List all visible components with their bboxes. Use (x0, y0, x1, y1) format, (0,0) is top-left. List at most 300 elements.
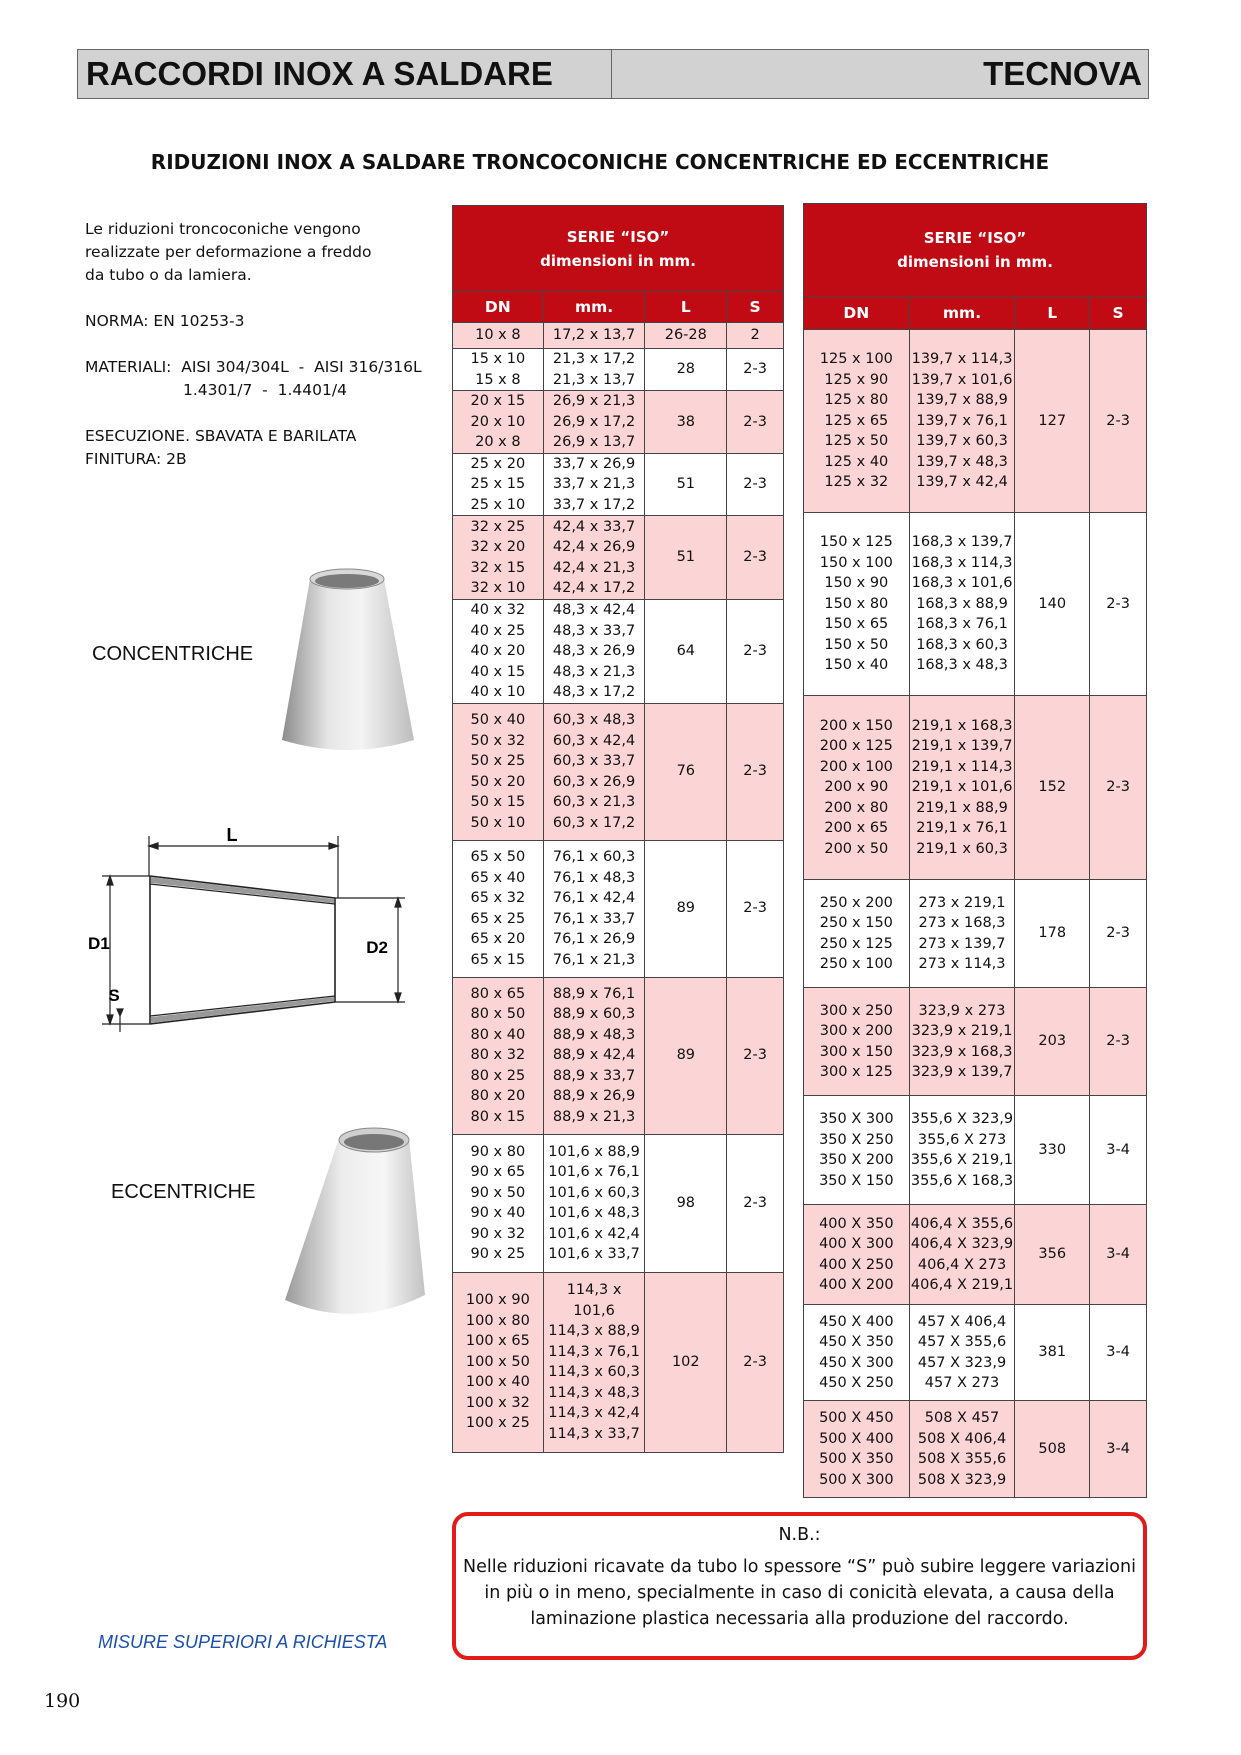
dn-cell-line: 150 x 40 (824, 657, 889, 674)
col-header-l: L (1015, 297, 1090, 330)
mm-cell-line: 114,3 x 101,6 (566, 1282, 622, 1319)
dn-cell-line: 100 x 40 (465, 1374, 530, 1391)
mm-cell-line: 76,1 x 26,9 (552, 931, 636, 947)
table-row (804, 1401, 1147, 1498)
mm-cell-line: 219,1 x 168,3 (911, 717, 1013, 734)
mm-cell-line: 508 X 406,4 (917, 1430, 1007, 1447)
s-cell: 2-3 (727, 840, 784, 977)
dn-cell-line: 65 x 15 (470, 951, 526, 968)
dn-cell-line: 100 x 25 (465, 1415, 530, 1432)
dn-cell (804, 696, 910, 880)
mm-cell-line: 76,1 x 48,3 (552, 869, 636, 886)
dn-cell-line: 80 x 15 (470, 1108, 526, 1125)
mm-cell-line: 88,9 x 60,3 (552, 1006, 636, 1023)
dn-cell-line: 350 X 150 (819, 1172, 894, 1189)
dn-cell-line: 25 x 10 (470, 496, 526, 513)
s-cell: 2-3 (1090, 513, 1147, 696)
mm-cell-line: 457 X 273 (924, 1375, 1000, 1391)
dn-cell-line: 50 x 32 (470, 732, 526, 749)
table-row (453, 1272, 784, 1452)
dn-cell (804, 988, 910, 1096)
mm-cell (543, 323, 645, 349)
mm-cell-line: 33,7 x 26,9 (552, 455, 636, 472)
iso-series-table-large (803, 203, 1147, 1498)
mm-cell-line: 139,7 x 48,3 (916, 453, 1008, 470)
l-cell: 98 (645, 1134, 727, 1272)
l-cell: 381 (1015, 1305, 1090, 1401)
col-header-dn: DN (453, 292, 544, 323)
mm-cell (909, 1305, 1015, 1401)
mm-cell-line: 323,9 x 273 (918, 1002, 1006, 1019)
mm-cell-line: 355,6 X 273 (917, 1131, 1007, 1148)
l-cell: 51 (645, 516, 727, 600)
mm-cell-line: 323,9 x 139,7 (911, 1064, 1013, 1080)
dn-cell (804, 880, 910, 988)
dn-cell-line: 90 x 25 (470, 1246, 526, 1262)
mm-cell (909, 880, 1015, 988)
col-header-dn: DN (804, 297, 910, 330)
mm-cell-line: 114,3 x 76,1 (548, 1343, 640, 1360)
dn-cell-line: 32 x 25 (470, 518, 526, 535)
mm-cell-line: 508 X 323,9 (917, 1471, 1007, 1488)
dn-cell-line: 90 x 65 (470, 1164, 526, 1180)
l-cell: 89 (645, 977, 727, 1134)
s-cell: 3-4 (1090, 1401, 1147, 1498)
dn-cell-line: 40 x 20 (470, 643, 526, 659)
mm-cell-line: 42,4 x 26,9 (552, 539, 636, 555)
dn-cell-line: 10 x 8 (475, 327, 521, 344)
table-row (453, 516, 784, 600)
table-row (804, 988, 1147, 1096)
mm-cell-line: 21,3 x 13,7 (552, 371, 636, 388)
dn-cell-line: 450 X 250 (819, 1375, 894, 1391)
footer-note: MISURE SUPERIORI A RICHIESTA (98, 1632, 388, 1652)
dn-cell-line: 90 x 40 (470, 1205, 526, 1221)
mm-cell-line: 101,6 x 88,9 (548, 1143, 640, 1160)
dn-cell-line: 150 x 80 (824, 595, 889, 612)
mm-cell-line: 406,4 X 273 (917, 1256, 1007, 1273)
dn-cell-line: 125 x 90 (824, 371, 889, 388)
mm-cell-line: 114,3 x 42,4 (548, 1405, 640, 1421)
mm-cell (909, 696, 1015, 880)
mm-cell-line: 33,7 x 21,3 (552, 476, 636, 492)
mm-cell (543, 840, 645, 977)
table-row (804, 1305, 1147, 1401)
col-header-s: S (1090, 297, 1147, 330)
dn-cell-line: 50 x 40 (470, 712, 526, 728)
dn-cell-line: 450 X 350 (819, 1334, 894, 1350)
dn-cell-line: 80 x 20 (470, 1088, 526, 1105)
dn-cell-line: 40 x 25 (470, 622, 526, 639)
mm-cell-line: 60,3 x 26,9 (552, 773, 636, 790)
mm-cell-line: 139,7 x 101,6 (911, 371, 1013, 388)
dn-cell-line: 100 x 90 (465, 1292, 530, 1309)
col-header-mm: mm. (909, 297, 1015, 330)
table-row (453, 1134, 784, 1272)
dn-cell-line: 300 x 125 (819, 1064, 893, 1080)
dn-cell-line: 65 x 20 (470, 931, 526, 947)
mm-cell-line: 168,3 x 114,3 (911, 554, 1013, 571)
table-title: SERIE “ISO” dimensioni in mm. (804, 204, 1147, 297)
dn-cell-line: 65 x 50 (470, 849, 526, 865)
dn-cell-line: 50 x 20 (470, 773, 526, 790)
reducer-diagram (80, 828, 420, 1038)
mm-cell-line: 60,3 x 42,4 (552, 732, 636, 749)
note-box (452, 1512, 1147, 1660)
mm-cell-line: 33,7 x 17,2 (552, 496, 636, 513)
dn-cell-line: 100 x 32 (465, 1394, 530, 1411)
catalog-section-title: RACCORDI INOX A SALDARE (78, 50, 612, 98)
mm-cell (543, 1134, 645, 1272)
dim-L: L (226, 828, 238, 845)
table-row (804, 330, 1147, 513)
mm-cell-line: 457 X 355,6 (917, 1334, 1007, 1350)
mm-cell-line: 457 X 323,9 (917, 1354, 1007, 1371)
dn-cell-line: 350 X 200 (819, 1152, 894, 1168)
mm-cell-line: 323,9 x 219,1 (911, 1023, 1013, 1039)
dn-cell-line: 100 x 80 (465, 1312, 530, 1329)
dn-cell-line: 25 x 15 (470, 476, 526, 492)
dn-cell-line: 100 x 65 (465, 1333, 530, 1350)
dn-cell-line: 500 X 400 (819, 1430, 894, 1447)
table-row (453, 391, 784, 454)
mm-cell-line: 88,9 x 76,1 (552, 985, 636, 1002)
col-header-mm: mm. (543, 292, 645, 323)
dn-cell-line: 65 x 25 (470, 910, 526, 927)
mm-cell-line: 88,9 x 48,3 (552, 1026, 636, 1043)
mm-cell-line: 323,9 x 168,3 (911, 1043, 1013, 1060)
page-header (77, 49, 1149, 99)
mm-cell-line: 26,9 x 17,2 (552, 413, 636, 430)
dn-cell-line: 50 x 25 (470, 753, 526, 769)
mm-cell (543, 391, 645, 454)
mm-cell-line: 21,3 x 17,2 (552, 351, 636, 367)
l-cell: 178 (1015, 880, 1090, 988)
dn-cell (453, 453, 544, 516)
mm-cell-line: 48,3 x 17,2 (552, 684, 636, 700)
s-cell: 2-3 (727, 703, 784, 840)
mm-cell (909, 513, 1015, 696)
dn-cell-line: 80 x 32 (470, 1047, 526, 1064)
dn-cell-line: 150 x 90 (824, 575, 889, 592)
mm-cell-line: 76,1 x 33,7 (552, 910, 636, 927)
mm-cell-line: 168,3 x 76,1 (916, 616, 1008, 633)
dn-cell (804, 1305, 910, 1401)
l-cell: 152 (1015, 696, 1090, 880)
dn-cell-line: 32 x 20 (470, 539, 526, 555)
mm-cell-line: 273 x 219,1 (918, 894, 1006, 911)
dn-cell-line: 80 x 65 (470, 985, 526, 1002)
l-cell: 508 (1015, 1401, 1090, 1498)
mm-cell (543, 1272, 645, 1452)
s-cell: 2-3 (1090, 696, 1147, 880)
mm-cell-line: 168,3 x 139,7 (911, 534, 1013, 551)
mm-cell-line: 42,4 x 33,7 (552, 518, 636, 535)
mm-cell-line: 168,3 x 60,3 (916, 636, 1008, 653)
dn-cell-line: 80 x 40 (470, 1026, 526, 1043)
dn-cell-line: 20 x 10 (470, 413, 526, 430)
page-number: 190 (44, 1690, 81, 1712)
dn-cell-line: 250 x 200 (819, 894, 893, 911)
mm-cell-line: 273 x 168,3 (918, 915, 1006, 931)
l-cell: 356 (1015, 1205, 1090, 1305)
dn-cell-line: 150 x 100 (819, 554, 893, 571)
mm-cell-line: 406,4 X 323,9 (910, 1236, 1014, 1252)
mm-cell-line: 76,1 x 60,3 (552, 849, 636, 865)
s-cell: 2-3 (727, 600, 784, 704)
table-row (453, 600, 784, 704)
col-header-l: L (645, 292, 727, 323)
mm-cell-line: 88,9 x 26,9 (552, 1088, 636, 1105)
col-header-s: S (727, 292, 784, 323)
dn-cell-line: 40 x 10 (470, 684, 526, 700)
s-cell: 2 (727, 323, 784, 349)
concentric-label: CONCENTRICHE (92, 643, 254, 665)
table-row (804, 1096, 1147, 1205)
dn-cell (804, 330, 910, 513)
dn-cell-line: 90 x 50 (470, 1184, 526, 1201)
dn-cell-line: 200 x 90 (824, 779, 889, 796)
mm-cell-line: 60,3 x 17,2 (552, 814, 636, 831)
brand-name: TECNOVA (983, 55, 1142, 92)
dn-cell-line: 150 x 125 (819, 534, 893, 551)
description: Le riduzioni troncoconiche vengono realizzate per deformazione a freddo da tubo o da lamiera. (85, 220, 372, 284)
l-cell: 203 (1015, 988, 1090, 1096)
mm-cell-line: 114,3 x 48,3 (548, 1384, 640, 1401)
table-title: SERIE “ISO” dimensioni in mm. (453, 206, 784, 292)
mm-cell-line: 48,3 x 33,7 (552, 622, 636, 639)
s-cell: 2-3 (727, 1272, 784, 1452)
mm-cell (543, 703, 645, 840)
note-line: in più o in meno, specialmente in caso di conicità elevata, a causa della (484, 1583, 1115, 1603)
s-cell: 2-3 (1090, 880, 1147, 988)
mm-cell-line: 17,2 x 13,7 (552, 327, 636, 344)
dn-cell-line: 15 x 10 (470, 351, 526, 367)
dn-cell-line: 200 x 125 (819, 738, 893, 755)
mm-cell-line: 219,1 x 60,3 (916, 840, 1008, 857)
dn-cell-line: 32 x 15 (470, 559, 526, 576)
table-row (804, 696, 1147, 880)
s-cell: 2-3 (727, 516, 784, 600)
dn-cell-line: 65 x 40 (470, 869, 526, 886)
mm-cell-line: 406,4 X 355,6 (910, 1215, 1014, 1232)
dn-cell-line: 500 X 450 (819, 1410, 894, 1426)
mm-cell-line: 508 X 355,6 (917, 1451, 1007, 1467)
l-cell: 51 (645, 453, 727, 516)
table-row (453, 977, 784, 1134)
dn-cell-line: 200 x 80 (824, 799, 889, 816)
dn-cell-line: 80 x 25 (470, 1067, 526, 1084)
mm-cell-line: 139,7 x 88,9 (916, 392, 1008, 409)
mm-cell (543, 453, 645, 516)
dn-cell-line: 40 x 32 (470, 602, 526, 618)
l-cell: 28 (645, 349, 727, 391)
mm-cell-line: 139,7 x 114,3 (911, 351, 1013, 368)
mm-cell-line: 219,1 x 88,9 (916, 799, 1008, 816)
s-cell: 2-3 (727, 977, 784, 1134)
dn-cell-line: 300 x 250 (819, 1002, 893, 1019)
mm-cell-line: 457 X 406,4 (917, 1313, 1007, 1330)
s-cell: 3-4 (1090, 1305, 1147, 1401)
dn-cell-line: 20 x 15 (470, 393, 526, 409)
dn-cell-line: 90 x 80 (470, 1143, 526, 1160)
mm-cell-line: 48,3 x 42,4 (552, 602, 636, 618)
dn-cell (453, 1134, 544, 1272)
dn-cell-line: 400 X 350 (819, 1215, 894, 1232)
mm-cell (909, 330, 1015, 513)
mm-cell (909, 1205, 1015, 1305)
s-cell: 2-3 (727, 391, 784, 454)
eccentric-label: ECCENTRICHE (111, 1181, 256, 1203)
dim-S: S (108, 986, 120, 1005)
s-cell: 2-3 (727, 349, 784, 391)
mm-cell-line: 114,3 x 33,7 (548, 1425, 640, 1442)
dn-cell-line: 450 X 400 (819, 1313, 894, 1330)
table-row (804, 1205, 1147, 1305)
dn-cell-line: 400 X 250 (819, 1256, 894, 1273)
s-cell: 2-3 (727, 453, 784, 516)
dn-cell-line: 150 x 50 (824, 636, 889, 653)
dn-cell (453, 600, 544, 704)
dn-cell-line: 125 x 40 (824, 453, 889, 470)
table-row (804, 513, 1147, 696)
dn-cell-line: 125 x 32 (824, 474, 889, 491)
table-row (453, 349, 784, 391)
dn-cell-line: 65 x 32 (470, 890, 526, 906)
dn-cell-line: 50 x 10 (470, 814, 526, 831)
mm-cell-line: 60,3 x 33,7 (552, 753, 636, 769)
dim-D1: D1 (88, 934, 110, 953)
dn-cell-line: 20 x 8 (475, 434, 521, 450)
dn-cell-line: 40 x 15 (470, 663, 526, 680)
dn-cell-line: 400 X 200 (819, 1277, 894, 1293)
mm-cell-line: 139,7 x 76,1 (916, 412, 1008, 429)
table-row (453, 453, 784, 516)
mm-cell-line: 101,6 x 33,7 (548, 1246, 640, 1262)
dn-cell (453, 349, 544, 391)
mm-cell (543, 600, 645, 704)
mm-cell-line: 88,9 x 42,4 (552, 1047, 636, 1064)
intro-text (85, 218, 445, 494)
mm-cell-line: 42,4 x 17,2 (552, 580, 636, 596)
page-title: RIDUZIONI INOX A SALDARE TRONCOCONICHE CONCENTRICHE ED ECCENTRICHE (150, 150, 1050, 174)
dn-cell-line: 90 x 32 (470, 1225, 526, 1242)
dn-cell-line: 25 x 20 (470, 455, 526, 472)
mm-cell-line: 76,1 x 42,4 (552, 890, 636, 906)
l-cell: 64 (645, 600, 727, 704)
mm-cell-line: 88,9 x 33,7 (552, 1067, 636, 1084)
s-cell: 3-4 (1090, 1096, 1147, 1205)
mm-cell-line: 88,9 x 21,3 (552, 1108, 636, 1125)
mm-cell (909, 988, 1015, 1096)
mm-cell-line: 355,6 X 219,1 (910, 1152, 1014, 1168)
mm-cell-line: 26,9 x 21,3 (552, 393, 636, 409)
mm-cell-line: 48,3 x 21,3 (552, 663, 636, 680)
table-row (804, 880, 1147, 988)
dn-cell-line: 80 x 50 (470, 1006, 526, 1023)
mm-cell-line: 139,7 x 60,3 (916, 433, 1008, 450)
mm-cell-line: 168,3 x 48,3 (916, 657, 1008, 674)
dn-cell-line: 50 x 15 (470, 794, 526, 810)
mm-cell-line: 273 x 114,3 (918, 956, 1006, 972)
mm-cell-line: 26,9 x 13,7 (552, 434, 636, 450)
mm-cell-line: 273 x 139,7 (918, 935, 1006, 952)
dim-D2: D2 (366, 938, 388, 957)
mm-cell-line: 168,3 x 88,9 (916, 595, 1008, 612)
dn-cell-line: 400 X 300 (819, 1236, 894, 1252)
dn-cell (453, 516, 544, 600)
mm-cell (909, 1096, 1015, 1205)
l-cell: 140 (1015, 513, 1090, 696)
dn-cell-line: 350 X 300 (819, 1111, 894, 1127)
dn-cell-line: 125 x 65 (824, 412, 889, 429)
dn-cell-line: 450 X 300 (819, 1354, 894, 1371)
dn-cell-line: 125 x 80 (824, 392, 889, 409)
l-cell: 330 (1015, 1096, 1090, 1205)
dn-cell-line: 250 x 125 (819, 935, 893, 952)
l-cell: 127 (1015, 330, 1090, 513)
mm-cell-line: 219,1 x 101,6 (911, 779, 1013, 796)
dn-cell (804, 1205, 910, 1305)
dn-cell-line: 300 x 200 (819, 1023, 893, 1039)
dn-cell-line: 150 x 65 (824, 616, 889, 633)
mm-cell-line: 219,1 x 139,7 (911, 738, 1013, 755)
dn-cell-line: 250 x 150 (819, 915, 893, 931)
dn-cell-line: 125 x 100 (819, 351, 893, 368)
table-row (453, 703, 784, 840)
mm-cell-line: 406,4 X 219,1 (910, 1277, 1014, 1293)
dn-cell-line: 200 x 100 (819, 758, 893, 775)
dn-cell-line: 500 X 350 (819, 1451, 894, 1467)
mm-cell-line: 42,4 x 21,3 (552, 559, 636, 576)
dn-cell-line: 15 x 8 (475, 371, 521, 388)
materiali: MATERIALI: AISI 304/304L - AISI 316/316L 1.4301/7 - 1.4401/4 (85, 358, 422, 399)
dn-cell (453, 840, 544, 977)
mm-cell-line: 114,3 x 88,9 (548, 1323, 640, 1339)
s-cell: 2-3 (727, 1134, 784, 1272)
esecuzione-finitura: ESECUZIONE. SBAVATA E BARILATA FINITURA: 2B (85, 427, 357, 468)
dn-cell (453, 1272, 544, 1452)
dn-cell-line: 200 x 150 (819, 717, 893, 734)
table-row (453, 840, 784, 977)
mm-cell-line: 101,6 x 42,4 (548, 1225, 640, 1242)
dn-cell-line: 200 x 50 (824, 840, 889, 857)
dn-cell-line: 125 x 50 (824, 433, 889, 450)
mm-cell-line: 355,6 X 323,9 (910, 1111, 1014, 1127)
note-title: N.B.: (778, 1525, 821, 1545)
l-cell: 38 (645, 391, 727, 454)
mm-cell-line: 219,1 x 114,3 (911, 758, 1013, 775)
mm-cell-line: 355,6 X 168,3 (910, 1172, 1014, 1189)
l-cell: 89 (645, 840, 727, 977)
dn-cell-line: 32 x 10 (470, 580, 526, 596)
s-cell: 2-3 (1090, 988, 1147, 1096)
mm-cell (543, 516, 645, 600)
l-cell: 26-28 (645, 323, 727, 349)
mm-cell-line: 168,3 x 101,6 (911, 575, 1013, 592)
mm-cell (543, 977, 645, 1134)
iso-series-table-small (452, 205, 784, 1453)
s-cell: 3-4 (1090, 1205, 1147, 1305)
l-cell: 102 (645, 1272, 727, 1452)
dn-cell (453, 323, 544, 349)
dn-cell (453, 703, 544, 840)
mm-cell-line: 101,6 x 60,3 (548, 1184, 640, 1201)
mm-cell-line: 60,3 x 21,3 (552, 794, 636, 810)
dn-cell (804, 513, 910, 696)
dn-cell-line: 500 X 300 (819, 1471, 894, 1488)
mm-cell-line: 139,7 x 42,4 (916, 474, 1008, 491)
